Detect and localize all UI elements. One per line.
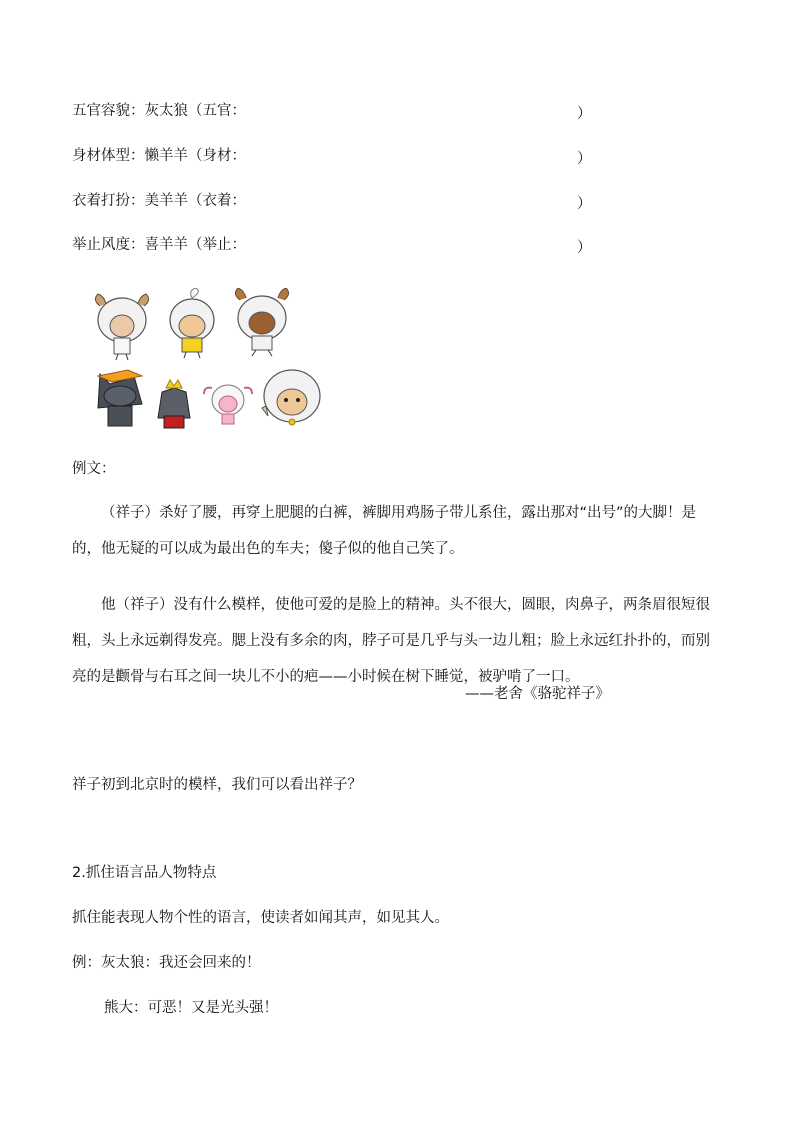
warrior-sheep-figure <box>235 288 288 356</box>
feature-label: 身材体型：懒羊羊（身材： <box>72 148 246 164</box>
happy-sheep-figure <box>262 370 320 425</box>
cartoon-characters-image <box>92 288 336 434</box>
example-paragraph-2-text: 他（祥子）没有什么模样，使他可爱的是脸上的精神。头不很大，圆眼，肉鼻子，两条眉很短很粗，头上永远剃得发亮。腮上没有多余的肉，脖子可是几乎与头一边儿粗；脸上永远红扑扑的，而别亮的是颧骨与右耳之间一块儿不小的疤——小时候在树下睡觉，被驴啃了一口。 <box>72 597 710 685</box>
feature-line-face <box>72 102 246 120</box>
feature-label: 举止风度：喜羊羊（举止： <box>72 237 246 253</box>
section-description: 抓住能表现人物个性的语言，使读者如闻其声，如见其人。 <box>72 910 449 926</box>
close-paren: ） <box>577 240 592 256</box>
lazy-sheep-figure <box>170 288 214 358</box>
close-paren: ） <box>577 106 592 122</box>
example-paragraph-2 <box>72 587 724 695</box>
grey-wolf-figure <box>98 370 142 426</box>
section-title: 2.抓住语言品人物特点 <box>72 865 217 881</box>
citation: ——老舍《骆驼祥子》 <box>465 686 610 702</box>
example-heading: 例文： <box>72 461 116 477</box>
sheep-elder-figure <box>95 294 148 360</box>
feature-label: 衣着打扮：美羊羊（衣着： <box>72 193 246 209</box>
pretty-sheep-figure <box>204 385 252 424</box>
close-paren: ） <box>577 151 592 167</box>
dialogue-example-2: 熊大：可恶！又是光头强！ <box>104 1000 278 1016</box>
example-paragraph-1-text: （祥子）杀好了腰，再穿上肥腿的白裤，裤脚用鸡肠子带儿系住，露出那对“出号”的大脚！是的，他无疑的可以成为最出色的车夫；傻子似的他自己笑了。 <box>72 505 697 557</box>
close-paren: ） <box>577 196 592 212</box>
dialogue-example-1: 例：灰太狼：我还会回来的！ <box>72 955 261 971</box>
feature-line-body <box>72 147 246 165</box>
red-wolf-figure <box>158 380 190 428</box>
feature-line-manner <box>72 236 246 254</box>
feature-line-clothing <box>72 192 246 210</box>
feature-label: 五官容貌：灰太狼（五官： <box>72 103 246 119</box>
question: 祥子初到北京时的模样，我们可以看出祥子？ <box>72 777 362 793</box>
example-paragraph-1 <box>72 495 724 567</box>
